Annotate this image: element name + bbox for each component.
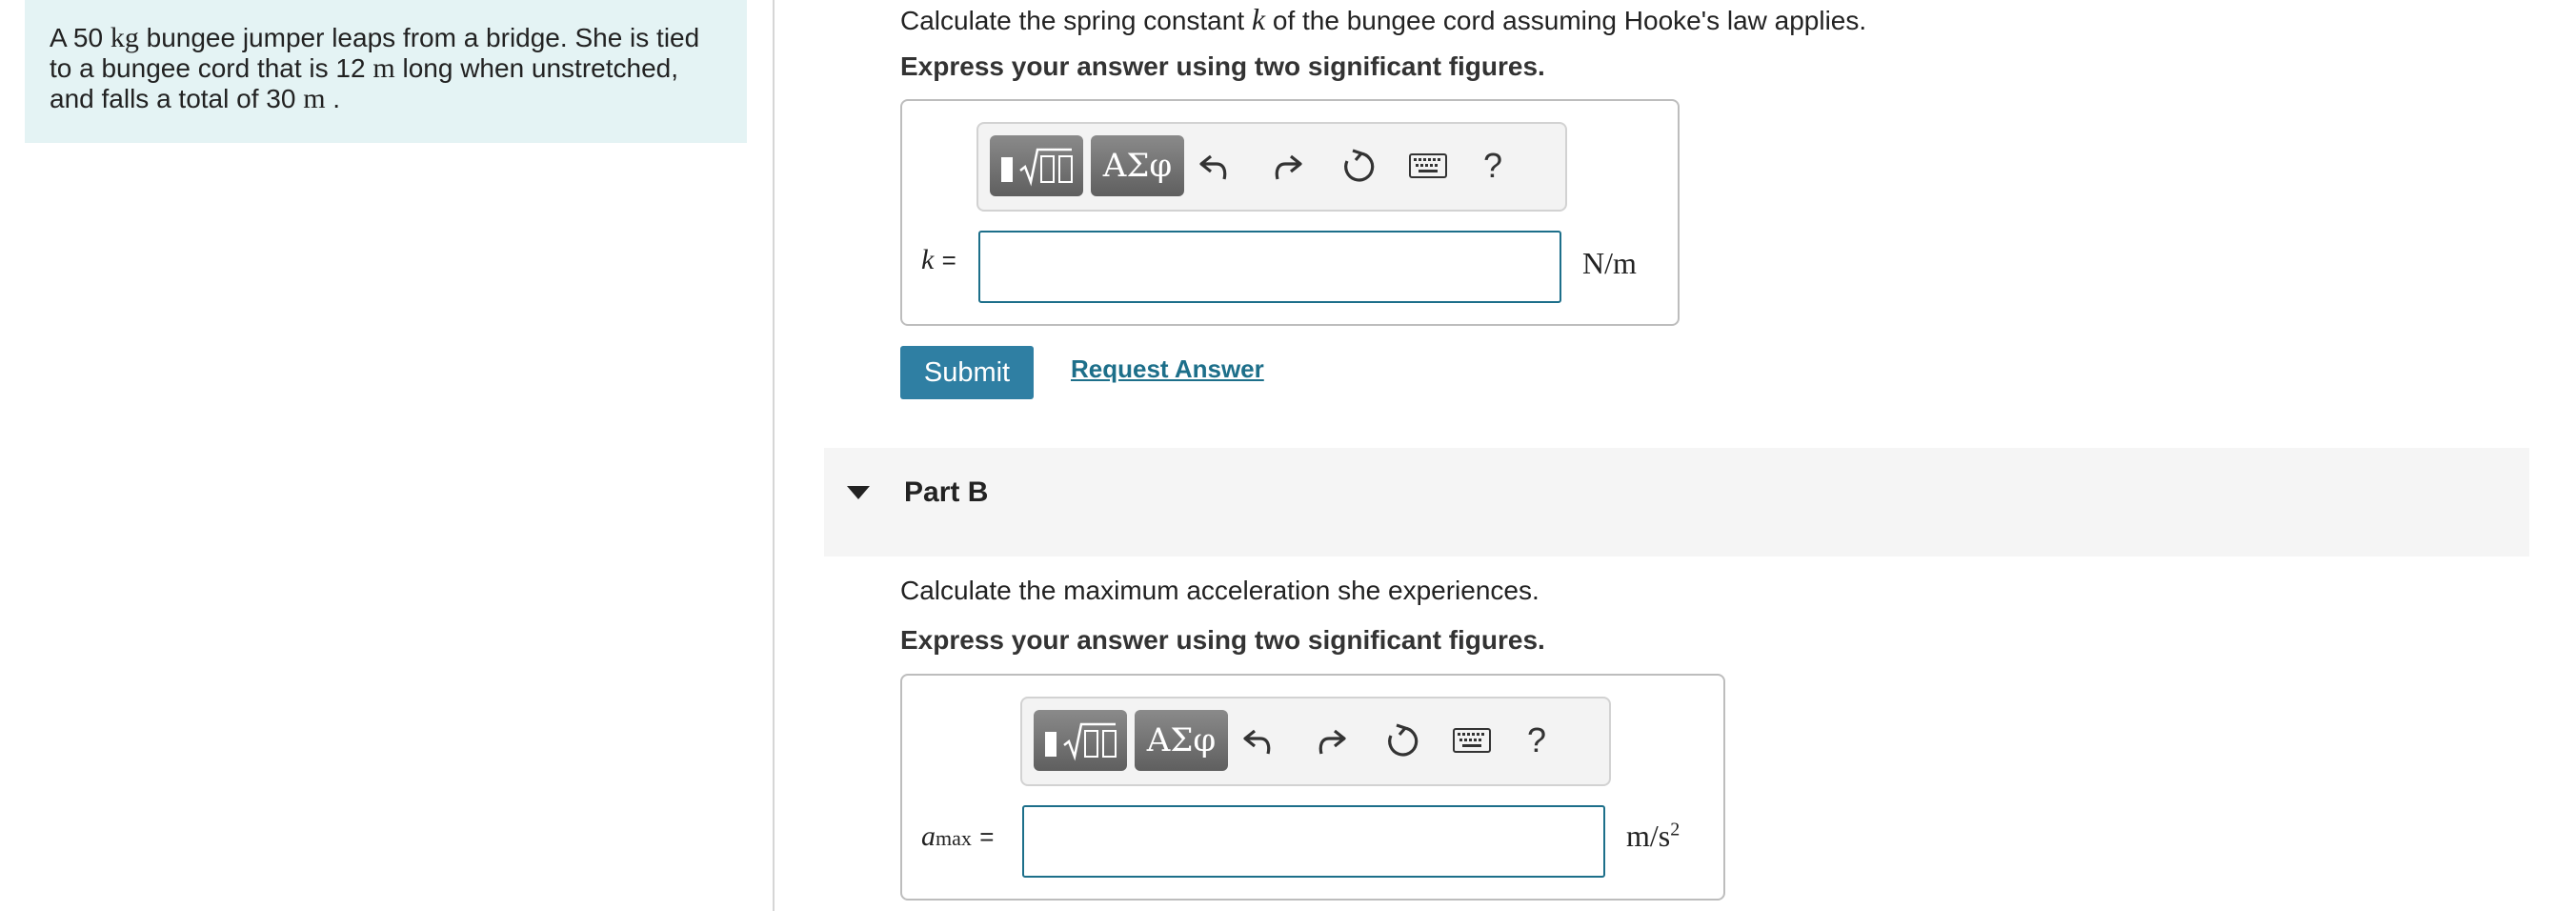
unit-m: m [372, 52, 395, 84]
var-k: k [1251, 2, 1266, 36]
part-b-title: Part B [904, 476, 989, 508]
part-b-prompt: Calculate the maximum acceleration she experiences. [900, 576, 1540, 605]
problem-text: long when unstretched, and falls a total of 30 [50, 53, 679, 113]
part-a-prompt: Calculate the spring constant k of the bungee cord assuming Hooke's law applies. [900, 2, 1867, 36]
part-b-math-toolbar [1020, 697, 1611, 786]
request-answer-link[interactable]: Request Answer [1071, 354, 1264, 383]
reset-icon[interactable] [1337, 145, 1379, 187]
k-label: k = [921, 244, 956, 275]
redo-icon[interactable] [1266, 145, 1308, 187]
amax-answer-input[interactable] [1022, 805, 1605, 878]
help-button[interactable]: ? [1482, 146, 1503, 185]
k-unit: N/m [1582, 246, 1637, 280]
templates-sqrt-icon[interactable] [1034, 710, 1127, 771]
greek-symbols-button[interactable]: ΑΣφ [1135, 710, 1228, 771]
problem-statement [25, 0, 747, 143]
part-a-math-toolbar [976, 122, 1567, 212]
part-a-answer-box [900, 99, 1680, 326]
reset-icon[interactable] [1380, 719, 1422, 761]
undo-icon[interactable] [1238, 719, 1279, 761]
problem-text: A 50 [50, 23, 111, 52]
keyboard-icon[interactable] [1407, 145, 1449, 187]
panel-divider [773, 0, 775, 911]
unit-m: m [303, 83, 326, 114]
problem-text: . [325, 84, 341, 113]
problem-text: bungee jumper leaps from a bridge. She is tied to a bungee cord that is 12 [50, 23, 700, 83]
k-answer-input[interactable] [978, 231, 1561, 303]
templates-sqrt-icon[interactable] [990, 135, 1083, 196]
greek-symbols-button[interactable]: ΑΣφ [1091, 135, 1184, 196]
part-b-header[interactable] [824, 448, 2529, 557]
submit-button[interactable]: Submit [900, 346, 1034, 399]
unit-kg: kg [110, 22, 139, 53]
redo-icon[interactable] [1310, 719, 1352, 761]
part-b-instruction: Express your answer using two significant figures. [900, 625, 1545, 655]
keyboard-icon[interactable] [1451, 719, 1493, 761]
amax-label: amax = [921, 820, 995, 852]
collapse-caret-icon[interactable] [847, 486, 870, 499]
help-button[interactable]: ? [1526, 720, 1547, 759]
part-b-answer-box [900, 674, 1725, 901]
undo-icon[interactable] [1194, 145, 1236, 187]
amax-unit: $m/s^2$ [1626, 819, 1680, 853]
part-a-instruction: Express your answer using two significant figures. [900, 51, 1545, 81]
